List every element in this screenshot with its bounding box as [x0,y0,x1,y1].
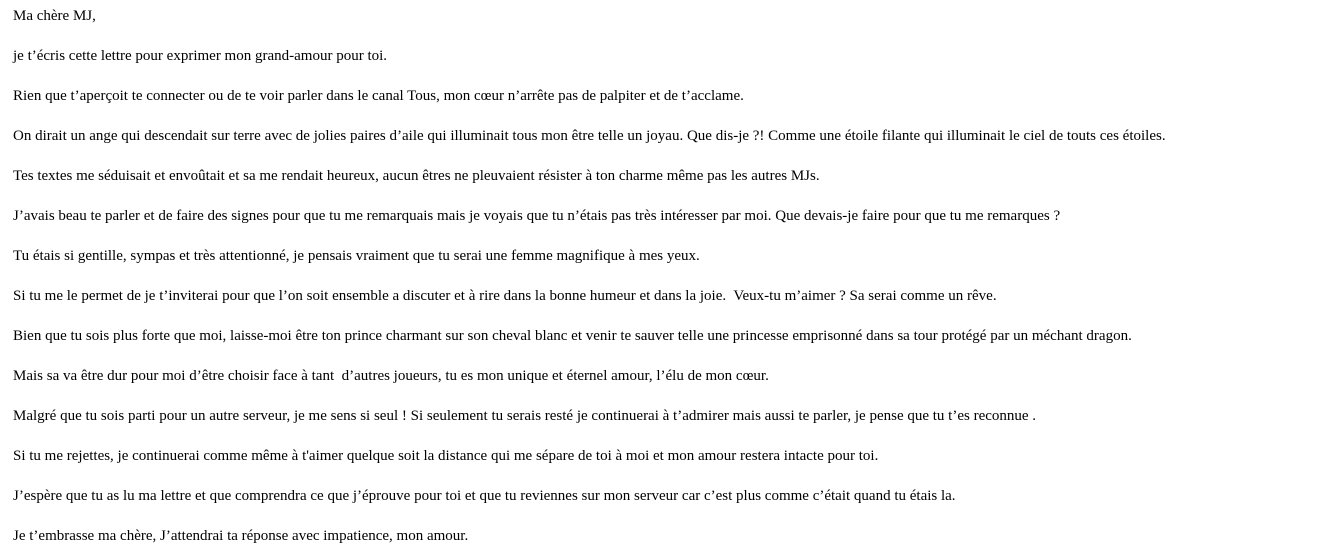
letter-paragraph: Si tu me le permet de je t’inviterai pour que l’on soit ensemble a discuter et à rire dans la bonne humeur et dans la joie. Veux-tu m’aimer ? Sa serai comme un rêve. [13,288,997,304]
letter-paragraph: Tu étais si gentille, sympas et très attentionné, je pensais vraiment que tu serai une femme magnifique à mes yeux. [13,248,700,264]
letter-paragraph: Mais sa va être dur pour moi d’être choisir face à tant d’autres joueurs, tu es mon unique et éternel amour, l’élu de mon cœur. [13,368,769,384]
letter-closing: Je t’embrasse ma chère, J’attendrai ta réponse avec impatience, mon amour. [13,528,469,544]
letter-paragraph: Tes textes me séduisait et envoûtait et sa me rendait heureux, aucun êtres ne pleuvaient résister à ton charme même pas les autres MJs. [13,168,820,184]
letter-paragraph: je t’écris cette lettre pour exprimer mon grand-amour pour toi. [13,48,388,64]
letter-paragraph: J’espère que tu as lu ma lettre et que comprendra ce que j’éprouve pour toi et que tu reviennes sur mon serveur car c’est plus comme c’était quand tu étais la. [13,488,956,504]
letter-paragraph: J’avais beau te parler et de faire des signes pour que tu me remarquais mais je voyais que tu n’étais pas très intéresser par moi. Que devais-je faire pour que tu me remarques ? [13,208,1061,224]
letter-paragraph: Malgré que tu sois parti pour un autre serveur, je me sens si seul ! Si seulement tu serais resté je continuerai à t’admirer mais aussi te parler, je pense que tu t’es reconnue . [13,408,1037,424]
letter-paragraph: Rien que t’aperçoit te connecter ou de te voir parler dans le canal Tous, mon cœur n’arrête pas de palpiter et de t’acclame. [13,88,744,104]
letter-salutation: Ma chère MJ, [13,8,96,24]
letter-paragraph: Bien que tu sois plus forte que moi, laisse-moi être ton prince charmant sur son cheval blanc et venir te sauver telle une princesse emprisonné dans sa tour protégé par un méchant dragon. [13,328,1132,344]
letter-paragraph: Si tu me rejettes, je continuerai comme même à t'aimer quelque soit la distance qui me sépare de toi à moi et mon amour restera intacte pour toi. [13,448,879,464]
letter-paragraph: On dirait un ange qui descendait sur terre avec de jolies paires d’aile qui illuminait tous mon être telle un joyau. Que dis-je ?! Comme une étoile filante qui illuminait le ciel de touts ces étoiles. [13,128,1166,144]
